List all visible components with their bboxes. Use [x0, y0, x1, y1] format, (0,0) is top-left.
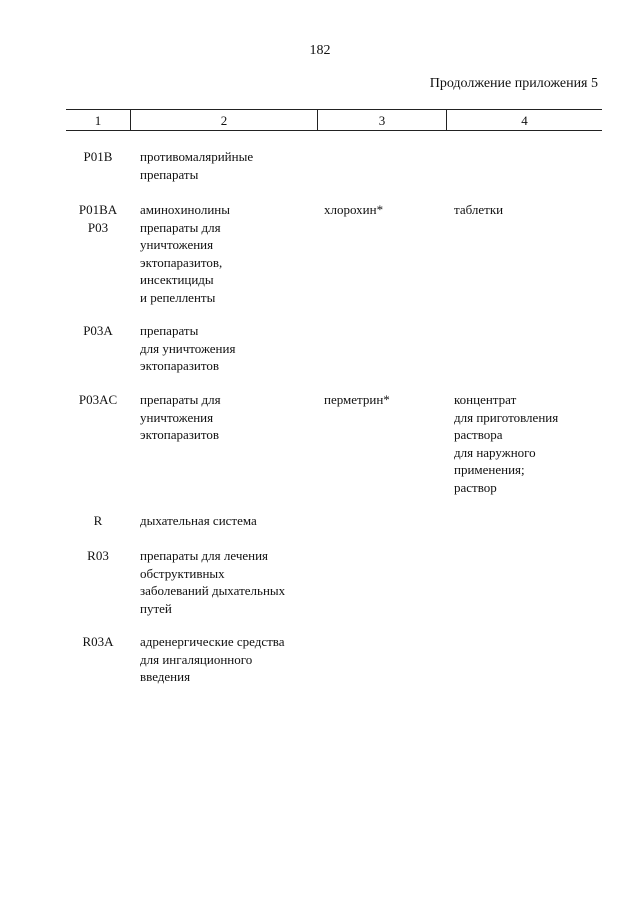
atc-code-line: P01BA	[78, 202, 118, 217]
atc-code-cell	[66, 322, 130, 340]
group-name-line: аминохинолины	[140, 202, 230, 217]
atc-code-line: R03	[87, 548, 109, 563]
group-name-line: для ингаляционного	[140, 651, 253, 667]
dosage-form-cell	[454, 201, 604, 219]
atc-code-cell	[66, 633, 130, 651]
dosage-form-line: раствор	[454, 479, 497, 495]
group-name-line: препараты для	[140, 219, 221, 235]
atc-code-line: R	[93, 513, 103, 528]
drug-name-cell	[324, 391, 444, 409]
drug-name-cell	[324, 201, 444, 219]
group-name-line: эктопаразитов,	[140, 254, 223, 270]
header-col-2: 2	[220, 113, 228, 128]
group-name-cell	[140, 148, 318, 183]
drug-name-line: перметрин*	[324, 392, 390, 407]
group-name-line: препараты	[140, 166, 199, 182]
group-name-line: введения	[140, 669, 191, 684]
dosage-form-line: раствора	[454, 427, 503, 442]
group-name-cell	[140, 512, 318, 530]
atc-code-cell	[66, 391, 130, 409]
atc-code-line: P03	[87, 219, 109, 235]
group-name-line: эктопаразитов	[140, 358, 219, 373]
atc-code-cell	[66, 547, 130, 565]
dosage-form-cell	[454, 391, 604, 496]
group-name-line: уничтожения	[140, 409, 214, 425]
group-name-line: инсектициды	[140, 272, 214, 287]
group-name-cell	[140, 633, 318, 686]
group-name-line: эктопаразитов	[140, 427, 219, 442]
dosage-form-line: применения;	[454, 462, 525, 477]
header-col-1: 1	[94, 113, 102, 128]
atc-code-line: P01B	[83, 149, 113, 164]
dosage-form-line: для приготовления	[454, 409, 559, 425]
atc-code-cell	[66, 201, 130, 236]
group-name-cell	[140, 547, 318, 617]
dosage-form-line: таблетки	[454, 202, 504, 217]
group-name-line: обструктивных	[140, 565, 225, 581]
page-number: 182	[309, 43, 331, 58]
drug-name-line: хлорохин*	[324, 202, 384, 217]
continuation-title: Продолжение приложения 5	[429, 76, 598, 91]
group-name-line: препараты для лечения	[140, 548, 269, 563]
atc-code-line: P03AC	[78, 392, 118, 407]
group-name-line: и репелленты	[140, 289, 216, 305]
header-col-4: 4	[521, 113, 528, 128]
header-col-3: 3	[378, 113, 386, 128]
table-header	[66, 109, 602, 131]
group-name-cell	[140, 201, 318, 306]
group-name-line: путей	[140, 600, 172, 616]
group-name-cell	[140, 322, 318, 375]
group-name-line: препараты для	[140, 392, 221, 407]
group-name-line: препараты	[140, 323, 199, 338]
dosage-form-line: концентрат	[454, 392, 517, 407]
atc-code-cell	[66, 148, 130, 166]
atc-code-cell	[66, 512, 130, 530]
atc-code-line: R03A	[82, 634, 114, 649]
group-name-line: адренергические средства	[140, 634, 285, 649]
group-name-line: заболеваний дыхательных	[140, 583, 286, 598]
atc-code-line: P03A	[83, 323, 113, 338]
group-name-cell	[140, 391, 318, 444]
dosage-form-line: для наружного	[454, 444, 536, 460]
group-name-line: дыхательная система	[140, 513, 257, 528]
group-name-line: уничтожения	[140, 237, 214, 252]
group-name-line: для уничтожения	[140, 340, 236, 356]
group-name-line: противомалярийные	[140, 149, 254, 164]
